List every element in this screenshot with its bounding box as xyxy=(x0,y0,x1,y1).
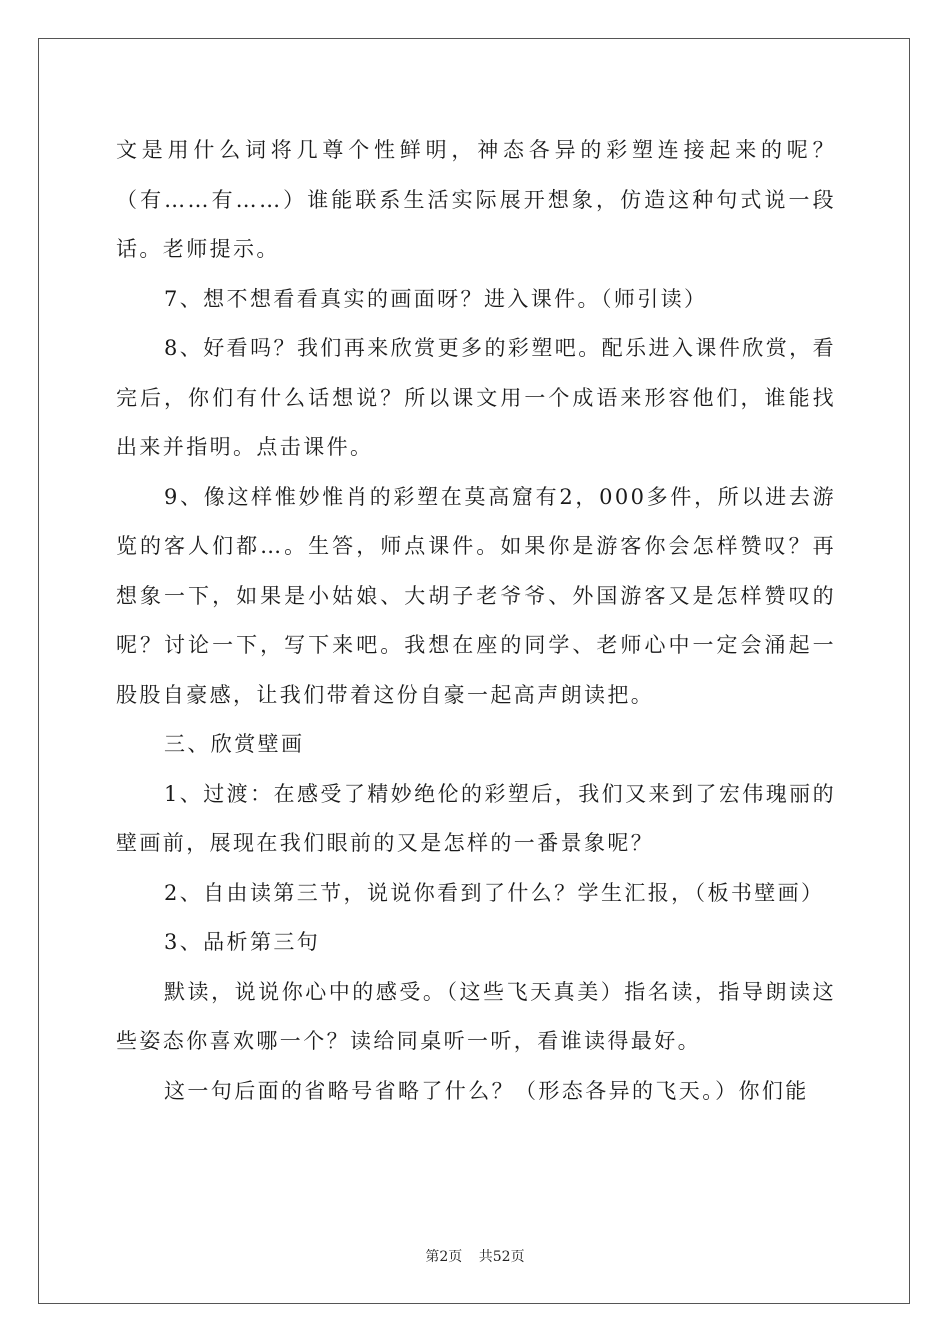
total-pages: 共52页 xyxy=(478,1249,525,1265)
page-footer xyxy=(0,1246,950,1266)
paragraph-9: 这一句后面的省略号省略了什么？（形态各异的飞天。）你们能 xyxy=(164,1078,809,1103)
paragraph-4: 9、像这样惟妙惟肖的彩塑在莫高窟有2，000多件，所以进去游览的客人们都…。生答，师点课件。如果你是游客你会怎样赞叹？再想象一下，如果是小姑娘、大胡子老爷爷、外国游客又是怎样赞叹的呢？讨论一下，写下来吧。我想在座的同学、老师心中一定会涌起一股股自豪感，让我们带着这份自豪一起高声朗读把。 xyxy=(116,484,836,707)
section-heading: 三、欣赏壁画 xyxy=(164,732,305,756)
paragraph-5: 1、过渡：在感受了精妙绝伦的彩塑后，我们又来到了宏伟瑰丽的壁画前，展现在我们眼前的又是怎样的一番景象呢？ xyxy=(116,781,836,855)
paragraph-8: 默读，说说你心中的感受。（这些飞天真美）指名读，指导朗读这些姿态你喜欢哪一个？读给同桌听一听，看谁读得最好。 xyxy=(116,979,836,1053)
document-body xyxy=(116,126,836,1116)
paragraph-3: 8、好看吗？我们再来欣赏更多的彩塑吧。配乐进入课件欣赏，看完后，你们有什么话想说？所以课文用一个成语来形容他们，谁能找出来并指明。点击课件。 xyxy=(116,336,836,459)
paragraph-6: 2、自由读第三节，说说你看到了什么？学生汇报，（板书壁画） xyxy=(164,880,825,905)
page-number: 第2页 xyxy=(425,1249,463,1265)
paragraph-7: 3、品析第三句 xyxy=(164,930,321,954)
paragraph-1: 文是用什么词将几尊个性鲜明，神态各异的彩塑连接起来的呢？（有……有……）谁能联系生活实际展开想象，仿造这种句式说一段话。老师提示。 xyxy=(116,138,836,261)
paragraph-2: 7、想不想看看真实的画面呀？进入课件。（师引读） xyxy=(164,286,708,311)
